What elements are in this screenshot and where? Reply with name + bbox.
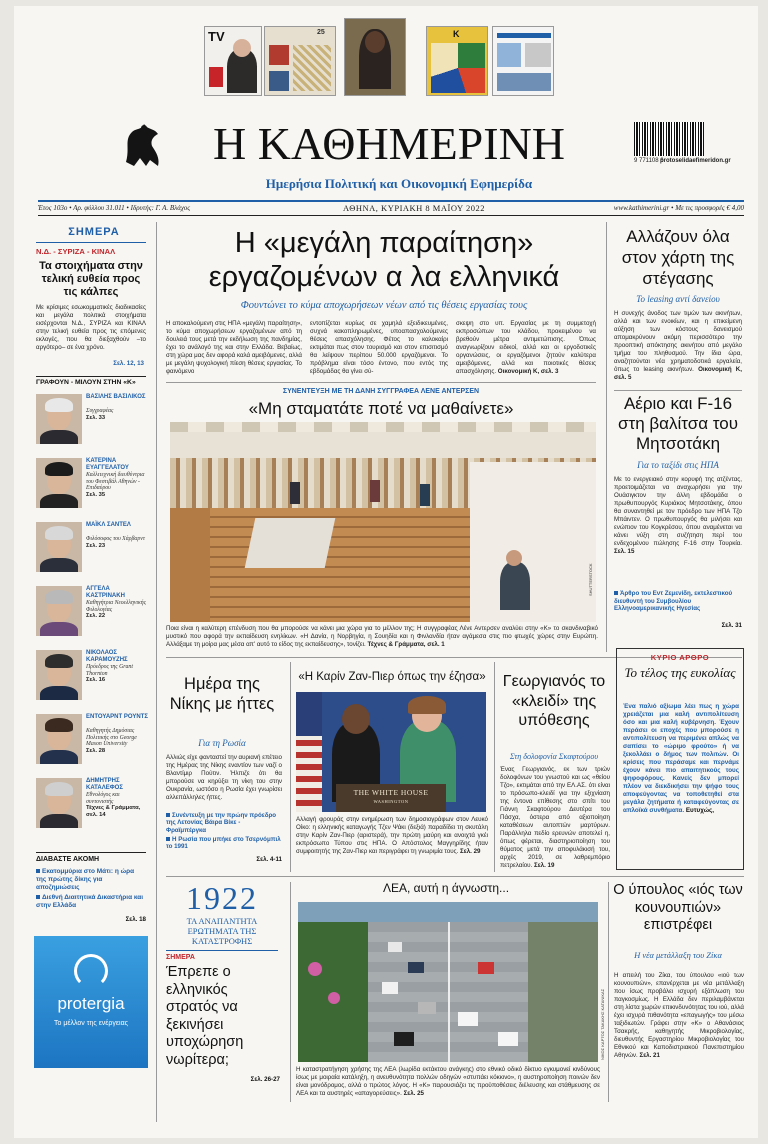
writer-role: Εθνολόγος και συντονιστής Τέχνες & Γράμματα, σελ. 14 (86, 792, 141, 818)
writer-role: Πρόεδρος της Grant Thornton Σελ. 16 (86, 664, 133, 684)
interview-headline[interactable]: «Μη σταματάτε ποτέ να μαθαίνετε» (248, 399, 514, 418)
dateline-right[interactable]: www.kathimerini.gr • Με τις προσφορές € 4,00 (613, 204, 744, 212)
insert-tv-magazine[interactable] (204, 26, 262, 96)
writer-name: ΕΝΤΟΥΑΡΝΤ ΡΟΥΝΤΣ (86, 714, 148, 720)
writer-entry[interactable] (36, 522, 146, 578)
zika-subhead: Η νέα μετάλλαξη του Ζίκα (634, 950, 722, 960)
sidebar-body: Με κρίσιμες εσωκομματικές διαδικασίες και μεγάλα πολιτικά στοιχήματα εισέρχονται Ν.Δ., ΣΥΡΙΖΑ και ΚΙΝΑΛ στην τελική ευθεία προς τις επόμενες εκλογές, που θα διεξαχθούν –το αργότερο– σε ένα χρόνο. (36, 304, 146, 351)
writer-role: Καθηγήτρια Νεοελληνικής Φιλολογίας Σελ. 22 (86, 600, 147, 620)
writer-photo (36, 522, 82, 572)
writers-label: ΓΡΑΦΟΥΝ - ΜΙΛΟΥΝ ΣΤΗΝ «Κ» (36, 379, 136, 386)
insert-arts-magazine[interactable] (426, 26, 488, 96)
f16-headline[interactable]: Αέριο και F-16 στη βαλίτσα του Μητσοτάκη (617, 394, 738, 453)
zika-headline[interactable]: Ο ύπουλος «ιός των κουνουπιών» επιστρέφει (613, 882, 743, 933)
barcode-number: 9 771108 6 (634, 158, 664, 164)
protergia-tagline: Το μέλλον της ενέργειας (53, 1020, 129, 1027)
y1922-today: ΣΗΜΕΡΑ (166, 954, 195, 961)
georgian-body: Ένας Γεωργιανός, εκ των τριών δολοφόνων του γνωστού και ως «θείου Τζο», εκτιμάται από την ΕΛ.ΑΣ. ότι είναι το πρόσωπο-κλειδί για την εξιχνίαση της έντονα επίθεσης στο σπίτι του Γιάννη Σκαφτούρου Δευτέρα του Πάσχα, όστερα από αξιοποίηση καταθέσεων αυτοπτών μαρτύρων. Παράλληλα πεδίο ερευνών αποτελεί η, όπως φέρεται, διαστηριοποίηση του θύματος μετά την αποφυλάκισή του, αρχές 2019, σε λαθρεμπόριο πετρελαίου. Σελ. 19 (500, 766, 610, 869)
housing-ref[interactable]: Οικονομική Κ, σελ. 5 (614, 366, 742, 381)
f16-ref[interactable]: Σελ. 15 (614, 548, 635, 555)
victory-headline[interactable]: Ημέρα της Νίκης με ήττες (169, 675, 275, 713)
y1922-rule (166, 950, 278, 951)
barcode (634, 122, 704, 156)
bullet-square-icon (166, 837, 170, 841)
writer-role: Φιλόσοφος του Χάρβαρντ Σελ. 23 (86, 536, 145, 549)
karine-ref[interactable]: Σελ. 29 (460, 848, 481, 855)
lea-headline[interactable]: ΛΕΑ, αυτή η άγνωστη... (382, 881, 510, 895)
writer-entry[interactable] (36, 458, 146, 514)
writer-name: ΒΑΣΙΛΗΣ ΒΑΣΙΛΙΚΟΣ (86, 394, 146, 400)
logo-emblem (120, 118, 164, 170)
writer-name: ΔΗΜΗΤΡΗΣ ΚΑΤΑΛΕΦΟΣ (86, 778, 123, 791)
writer-role: Καθηγητής Δημόσιας Πολιτικής στο George Mason University Σελ. 28 (86, 728, 137, 754)
writer-photo (36, 586, 82, 636)
bottom-row-rule (166, 876, 744, 877)
f16-body: Με το ενεργειακό στην κορυφή της ατζέντας, προετοιμάζεται να αναχωρήσει για την Ουάσιγκτον την άλλη εβδομάδα ο πρωθυπουργός Κυριάκος Μητσοτάκης, όπου θα συναντηθεί με τον πρόεδρο των ΗΠΑ Τζο Μπάιντεν. Ο πρωθυπουργός θα μιλήσει και ενώπιον του Κογκρέσου, όπου αναμένεται να κάνει νύξη στη συζήτηση περί του ενδεχομένου πώλησης F-16 στην Τουρκία. Σελ. 15 (614, 476, 742, 555)
writer-page[interactable]: Σελ. 22 (86, 613, 106, 620)
bullet-square-icon (166, 813, 170, 817)
sidebar-today-label: ΣΗΜΕΡΑ (68, 226, 120, 238)
lead-col-3: σκεψη στο υπ. Εργασίας με τη συμμετοχή εκπροσώπων του κλάδου, προκειμένου να βρεθούν μέτρα αντιμετώπισης. Όπως αναγνωρίζουν ειδικοί, αλλά και οι εργοδοτικές οργανώσεις, οι εργαζόμενοι ζητούν καλύτερα αμειβόμενες, αλλά και ποιοτικές θέσεις απασχόλησης. Οικονομική Κ, σελ. 3 (456, 320, 596, 375)
lead-headline-line2[interactable]: εργαζομένων α λα ελληνικά (208, 261, 560, 293)
sidebar-body-ref[interactable]: Σελ. 12, 13 (113, 360, 144, 367)
victory-ref[interactable]: Σελ. 4-11 (256, 856, 282, 863)
housing-headline[interactable]: Αλλάζουν όλα στον χάρτη της στέγασης (621, 227, 735, 288)
dateline-left: Έτος 103ο • Αρ. φύλλου 31.011 • Ιδρυτής: Γ. Α. Βλάχος (38, 204, 191, 212)
writer-name: ΝΙΚΟΛΑΟΣ ΚΑΡΑΜΟΥΖΗΣ (86, 650, 128, 663)
bullet-square-icon (614, 591, 618, 595)
podium-subtext: WASHINGTON (373, 799, 409, 804)
karine-body: Αλλαγή φρουράς στην ενημέρωση των δημοσιογράφων στον Λευκό Οίκο: η ελληνικής καταγωγής Τζεν Ψάκι (δεξιά) παραδίδει τη σκυτάλη στην Καρίν Ζαν-Πιερ (αριστερά), την πρώτη μαύρη και ανοιχτά γκέι εκπρόσωπο Τύπου στις ΗΠΑ. Ο Απόστολος Μαγγηρίδης ήταν συμφοιτητής της Ζαν-Πιερ και περιγράφει τη γνωριμία τους. Σελ. 29 (296, 816, 488, 855)
sidebar-headline[interactable]: Τα στοιχήματα στην τελική ευθεία προς τις κάλπες (39, 260, 143, 298)
dateline-rule-top (38, 200, 744, 202)
writer-name: ΑΓΓΕΛΑ ΚΑΣΤΡΙΝΑΚΗ (86, 586, 125, 599)
mag2-number: 25 (317, 29, 325, 36)
insert-k-magazine[interactable] (344, 18, 406, 96)
victory-bullet-1[interactable]: Συνέντευξη με την πρώην πρόεδρο της Λετονίας Βάιρα Βίκε - Φραϊμπέργκα (166, 812, 277, 834)
mid-divider-1 (290, 662, 291, 872)
writer-page[interactable]: Σελ. 28 (86, 747, 106, 754)
victory-bullet-2[interactable]: Η Ρωσία που μπήκε στο Τσερνόμπιλ το 1991 (166, 836, 281, 851)
writer-photo (36, 458, 82, 508)
f16-subhead: Για το ταξίδι στις ΗΠΑ (637, 460, 719, 470)
housing-subhead: Το leasing αντί δανείου (636, 294, 720, 304)
writer-name: ΚΑΤΕΡΙΝΑ ΕΥΑΓΓΕΛΑΤΟΥ (86, 458, 129, 471)
karine-headline[interactable]: «Η Καρίν Ζαν-Πιερ όπως την έζησα» (298, 671, 486, 683)
writer-page[interactable]: Σελ. 33 (86, 414, 106, 421)
lead-headline-line1[interactable]: Η «μεγάλη παραίτηση» (234, 227, 534, 259)
editorial-ref[interactable]: Ευτυχώς, (685, 807, 715, 814)
sidebar-rule-2 (36, 376, 146, 377)
interview-kicker: ΣΥΝΕΝΤΕΥΞΗ ΜΕ ΤΗ ΔΑΝΗ ΣΥΓΓΡΑΦΕΑ ΛΕΝΕ ΑΝΤΕΡΣΕΝ (282, 388, 480, 395)
editorial-headline[interactable]: Το τέλος της ευκολίας (624, 665, 736, 680)
highway-photo (298, 902, 598, 1062)
zika-body: Η απειλή του Ζίκα, του ύπουλου «ιού των κουνουπιών», επανέρχεται με νέα μετάλλαξη που ίσως προβάλει ισχυρή εξάπλωση του παγκοσμίως. Η Ελλάδα δεν περιλαμβάνεται στη λίστα χωρών επικινδυνότητας του ιού, αλλά έχει ισχυρά πιθανότητα «επαγωγής» του μέσω ταξιδιωτών. Γράφει στην «Κ» ο Αθανάσιος Τσακρής, καθηγητής Μικροβιολογίας, διευθυντής Εργαστηρίου Μικροβιολογίας του Εθνικού και Καποδιστριακού Πανεπιστημίου Αθηνών. Σελ. 21 (614, 972, 744, 1059)
georgian-ref[interactable]: Σελ. 19 (533, 862, 555, 869)
barcode-source: protoselidaefimeridon.gr (660, 158, 731, 164)
writer-photo (36, 778, 82, 828)
writer-entry[interactable] (36, 714, 146, 770)
victory-body: Αλλιώς είχε φανταστεί την αυριανή επέτειο της Ημέρας της Νίκης εναντίον των ναζί ο Βλαντίμιρ Πούτιν. Ήλπιζε ότι θα μπορούσε να κηρύξει τη νίκη του στην Ουκρανία, ωστόσο η Ρωσία έχει γνωρίσει αλλεπάλληλες ήττες. (166, 754, 282, 801)
y1922-year[interactable]: 1922 (186, 880, 258, 916)
sidebar-kicker: Ν.Δ. - ΣΥΡΙΖΑ - ΚΙΝΑΛ (36, 247, 116, 256)
writer-role: Καλλιτεχνική διευθύντρια του Φεστιβάλ Αθηνών - Επιδαύρου Σελ. 35 (86, 472, 145, 498)
dateline-rule-bottom (38, 215, 744, 216)
tv-label: TV (208, 29, 225, 44)
writer-photo (36, 394, 82, 444)
zika-ref[interactable]: Σελ. 21 (639, 1052, 660, 1059)
library-photo (170, 422, 596, 622)
protergia-ad[interactable] (34, 936, 148, 1068)
writer-photo (36, 650, 82, 700)
bottom-divider-1 (290, 882, 291, 1102)
interview-caption: Ποια είναι η καλύτερη επένδυση που θα μπορούσε να κάνει μια χώρα για το μέλλον της; Η συγγραφέας Λένε Αντερσεν αναλύει στην «Κ» το σκανδιναβικό μυστικό που αφορά την εκπαίδευση ενηλίκων. «Η Δανία, η Νορβηγία, η Σουηδία και η Φινλανδία ήταν αγάμεσα στις πιο φτωχές χώρες στην Ευρώπη. Αλλάξαμε τη μοίρα μας μέσα απ' αυτό το είδος της εκπαίδευσης», τονίζει. Τέχνες & Γράμματα, σελ. 1 (166, 625, 598, 648)
dateline-date: ΑΘΗΝΑ, ΚΥΡΙΑΚΗ 8 ΜΑΪΟΥ 2022 (342, 203, 486, 213)
read-more-label: ΔΙΑΒΑΣΤΕ ΑΚΟΜΗ (36, 856, 100, 863)
housing-body: Η συνεχής άνοδος των τιμών των ακινήτων, αλλά και των ενοικίων, και η επικείμενη αύξηση των κόστους δανεισμού απομακρύνουν ακόμη περισσότερο την προοπτική απόκτησης ακινήτου από μεγάλο τμήμα του πληθυσμού. Την ίδια ώρα, αναζητούνται νέα χρηματοδοτικά εργαλεία, όπως το leasing ακινήτων. Οικονομική Κ, σελ. 5 (614, 310, 742, 381)
highway-photo-credit: ΝΙΚΟΣ ΚΑΡΤΟΣ ΤΑΚΑΚΗΣ ΚΑΤΑΝΙΚΑΣ (600, 988, 605, 1060)
lea-caption: Η καταστρατήγηση χρήσης της ΛΕΑ (λωρίδα εκτάκτου ανάγκης) στο εθνικό οδικό δίκτυο εγκυμονεί κινδύνους ίσως με μοιραία κατάληξη, η ανευθυνότητα πολλών οδηγών «στυπάει κόκκινο», η αυστηροποίηση ποινών δεν είναι μονόδρομος, αλλά ο πρώτος λόγος. Η «Κ» παρουσιάζει τις προϋποθέσεις διέλευσης και στάθμευσης σε ΛΕΑ και τα αυστηρές «απαγορεύσεις». Σελ. 25 (296, 1066, 600, 1097)
bullet-square-icon (36, 895, 40, 899)
insert-magazine-2[interactable] (264, 26, 336, 96)
sidebar-divider (156, 222, 157, 1122)
lea-ref[interactable]: Σελ. 25 (403, 1090, 424, 1097)
bottom-divider-2 (608, 882, 609, 1102)
writer-entry[interactable] (36, 586, 146, 642)
read-more-item-2[interactable]: Διεθνή Διαιτητικά Δικαστήρια και στην Ελλάδα (36, 894, 144, 909)
k-label: K (453, 29, 460, 39)
lead-subhead: Φουντώνει το κύμα αποχωρήσεων νέων από τις θέσεις εργασίας τους (240, 300, 528, 311)
insert-economy-magazine[interactable] (492, 26, 554, 96)
protergia-logo-icon (74, 954, 108, 988)
y1922-ref[interactable]: Σελ. 26-27 (250, 1076, 280, 1083)
masthead-title[interactable]: Η ΚΑΘΗΜΕΡΙΝΗ (212, 118, 566, 169)
protergia-brand: protergia (57, 994, 125, 1013)
front-page (14, 6, 758, 1138)
victory-subhead: Για τη Ρωσία (198, 738, 246, 748)
right-rule-1 (614, 390, 742, 391)
georgian-headline[interactable]: Γεωργιανός το «κλειδί» της υπόθεσης (502, 673, 606, 729)
f16-extra[interactable]: Άρθρο του Εντ Ζεμενίδη, εκτελεστικού διευθυντή του Συμβουλίου Ελληνοαμερικανικής Ηγεσίας (614, 590, 733, 613)
writer-page[interactable]: Σελ. 35 (86, 491, 106, 498)
writer-page[interactable]: Σελ. 16 (86, 677, 106, 684)
lead-col-3-ref[interactable]: Οικονομική Κ, σελ. 3 (497, 368, 559, 375)
interview-caption-ref[interactable]: Τέχνες & Γράμματα, σελ. 1 (367, 641, 445, 648)
writer-role: Συγγραφέας Σελ. 33 (86, 408, 114, 421)
georgian-subhead: Στη δολοφονία Σκαφτούρου (509, 752, 599, 761)
white-house-photo (296, 692, 486, 812)
writer-entry[interactable] (36, 778, 146, 834)
library-photo-credit: SHUTTERSTOCK (588, 563, 593, 596)
y1922-headline[interactable]: Έπρεπε ο ελληνικός στρατός να ξεκινήσει υποχώρηση νωρίτερα; (166, 964, 244, 1068)
writer-entry[interactable] (36, 394, 146, 450)
read-more-ref[interactable]: Σελ. 18 (125, 916, 146, 923)
read-more-item-1[interactable]: Εκατομμύρια στο Μάτι: η ώρα της πρώτης δίκης για αποζημιώσεις (36, 868, 135, 891)
f16-extra-ref[interactable]: Σελ. 31 (721, 622, 742, 629)
bullet-square-icon (36, 869, 40, 873)
lead-col-2: εντοπίζεται κυρίως σε χαμηλά εξειδικευμένες, συχνά κακοπληρωμένες, υποαπασχολούμενες θέσεις απασχόλησης. Φέτος το καλοκαίρι εκτιμάται πως στον τουρισμό και στον επισιτισμό θα λείψουν περίπου 50.000 εργαζόμενοι. Το πρόβλημα είναι τόσο έντονο, που εντός της εβδομάδας θα γίνει σύ- (310, 320, 448, 375)
lead-right-divider (606, 222, 607, 652)
writer-name: ΜΑΪΚΛ ΣΑΝΤΕΛ (86, 522, 131, 528)
writer-photo (36, 714, 82, 764)
editorial-body: Ένα παλιό αξίωμα λέει πως η χώρα χρειάζεται μια καλή αντιπολίτευση όσο και μια καλή κυβέρνηση. Έχουν περάσει οι εποχές που μπορούσε η αντιπολίτευση να περιμένει απλώς να σαπίσει το «ώριμο φρούτο» ή να ξεκολλάει ο δήμος των πολιτών. Οι κρίσεις που περάσαμε και περνάμε έχουν κάνει πιο απαιτητικούς τους ψηφοφόρους. Κανείς δεν μπορεί πλέον να διεκδικήσει την ψήφο τους αποφεύγοντας να τοποθετηθεί στα μεγάλα ζητήματα ή καταφεύγοντας σε απλοϊκά συνθήματα. Ευτυχώς, (623, 703, 739, 814)
interview-rule (166, 382, 596, 383)
writer-entry[interactable] (36, 650, 146, 706)
y1922-subtitle: ΤΑ ΑΝΑΠΑΝΤΗΤΑ ΕΡΩΤΗΜΑΤΑ ΤΗΣ ΚΑΤΑΣΤΡΟΦΗΣ (186, 916, 258, 946)
editorial-label: ΚΥΡΙΟ ΑΡΘΡΟ (650, 653, 710, 662)
writer-page[interactable]: Σελ. 23 (86, 542, 106, 549)
mid-divider-2 (494, 662, 495, 872)
editorial-box (616, 648, 744, 870)
sidebar-rule-3 (36, 852, 146, 853)
sidebar-rule-1 (36, 242, 146, 243)
writer-page[interactable]: Τέχνες & Γράμματα, σελ. 14 (86, 805, 141, 818)
masthead-subtitle: Ημερήσια Πολιτική και Οικονομική Εφημερίδα (265, 176, 533, 191)
lead-col-1: Η αποκαλούμενη στις ΗΠΑ «μεγάλη παραίτηση», το κύμα αποχωρήσεων εργαζομένων από τη δουλειά τους μετά την εκδήλωση της πανδημίας, έχει το ανάλογό της και στην Ελλάδα. Βεβαίως, στη χώρα μας δεν αφορά καλά αμειβόμενες, αλλά με μεγάλη ψυχολογική πίεση θέσεις εργασίας. Το φαινόμενο (166, 320, 302, 375)
podium-text: THE WHITE HOUSE (353, 788, 429, 797)
